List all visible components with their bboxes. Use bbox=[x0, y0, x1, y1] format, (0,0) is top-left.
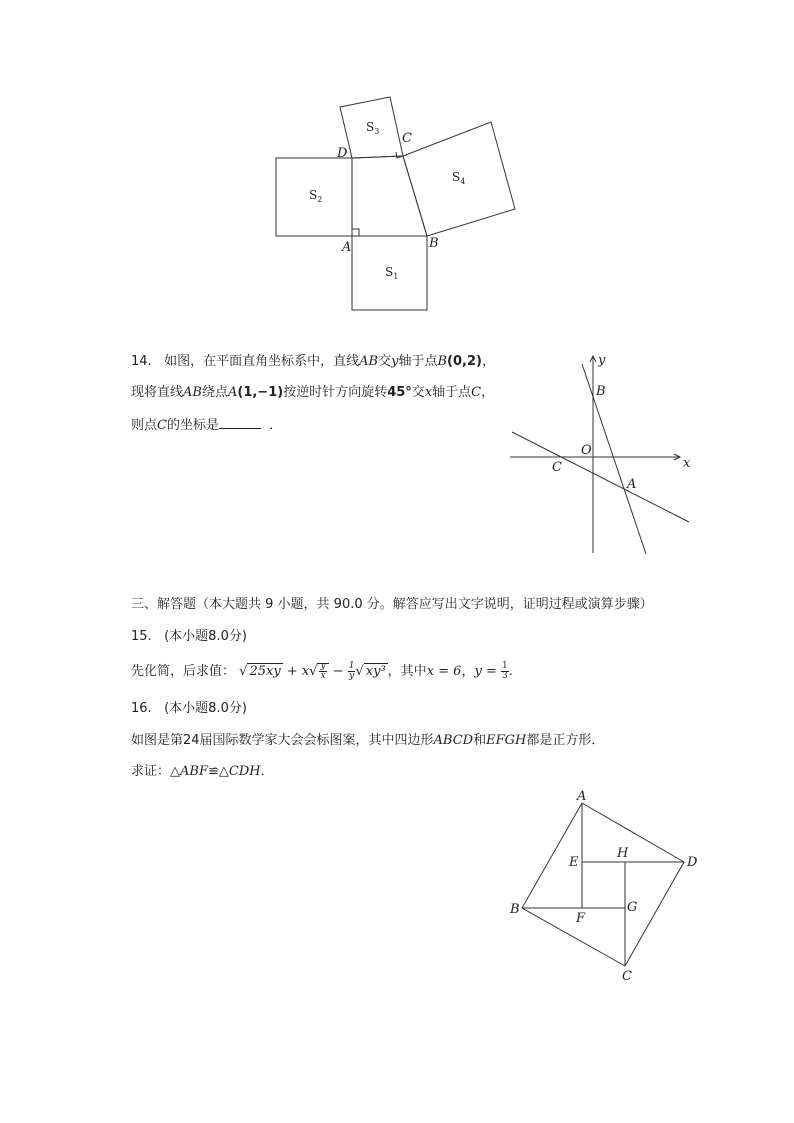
label-C: C bbox=[402, 131, 412, 146]
q14-line1: 14. 如图，在平面直角坐标系中，直线AB交y轴于点B(0,2)， bbox=[131, 354, 495, 369]
fig16-label-F: F bbox=[576, 911, 586, 926]
axis-x-label: x bbox=[683, 456, 691, 471]
point-A-label: A bbox=[627, 477, 637, 492]
axis-y-label: y bbox=[598, 353, 606, 368]
fig16-label-B: B bbox=[510, 902, 520, 917]
fig16-label-D: D bbox=[687, 855, 698, 870]
q16-line2: 求证：△ABF≌△CDH． bbox=[131, 764, 274, 779]
fig16-label-A: A bbox=[577, 789, 587, 804]
q14-number: 14. bbox=[131, 354, 152, 369]
label-B: B bbox=[429, 236, 439, 251]
point-B-label: B bbox=[596, 384, 606, 399]
q15-body: 先化简，后求值： √ 25xy + x√ $\frac{y}{x}$ − $\frac{1}{y}$ √ xy³ ，其中x = 6，y = $\frac{1}{3}$ . bbox=[131, 661, 513, 681]
label-S3: $S_3$ bbox=[366, 120, 380, 136]
label-S1: $S_1$ bbox=[385, 265, 399, 281]
point-C-label: C bbox=[552, 460, 562, 475]
q16-header: 16. (本小题8.0分) bbox=[131, 701, 247, 716]
squares-figure bbox=[0, 0, 794, 330]
label-D: D bbox=[337, 146, 348, 161]
fig16-label-E: E bbox=[569, 855, 579, 870]
label-S4: $S_4$ bbox=[452, 170, 466, 186]
fig16-label-G: G bbox=[627, 900, 638, 915]
section-title: 三、解答题（本大题共 9 小题，共 90.0 分。解答应写出文字说明，证明过程或演算步骤） bbox=[131, 597, 653, 612]
origin-label: O bbox=[581, 443, 592, 458]
q16-line1: 如图是第24届国际数学家大会会标图案，其中四边形ABCD和EFGH都是正方形． bbox=[131, 733, 605, 748]
label-A: A bbox=[342, 240, 352, 255]
q15-header: 15. (本小题8.0分) bbox=[131, 629, 247, 644]
answer-blank[interactable] bbox=[219, 416, 261, 429]
q14-line3: 则点C的坐标是 ． bbox=[131, 418, 283, 433]
fig16-label-C: C bbox=[622, 969, 632, 984]
label-S2: $S_2$ bbox=[309, 188, 323, 204]
q16-number: 16. bbox=[131, 701, 152, 716]
fig16-label-H: H bbox=[617, 846, 629, 861]
q15-number: 15. bbox=[131, 629, 152, 644]
q14-line2: 现将直线AB绕点A(1,−1)按逆时针方向旋转45°交x轴于点C， bbox=[131, 385, 495, 400]
